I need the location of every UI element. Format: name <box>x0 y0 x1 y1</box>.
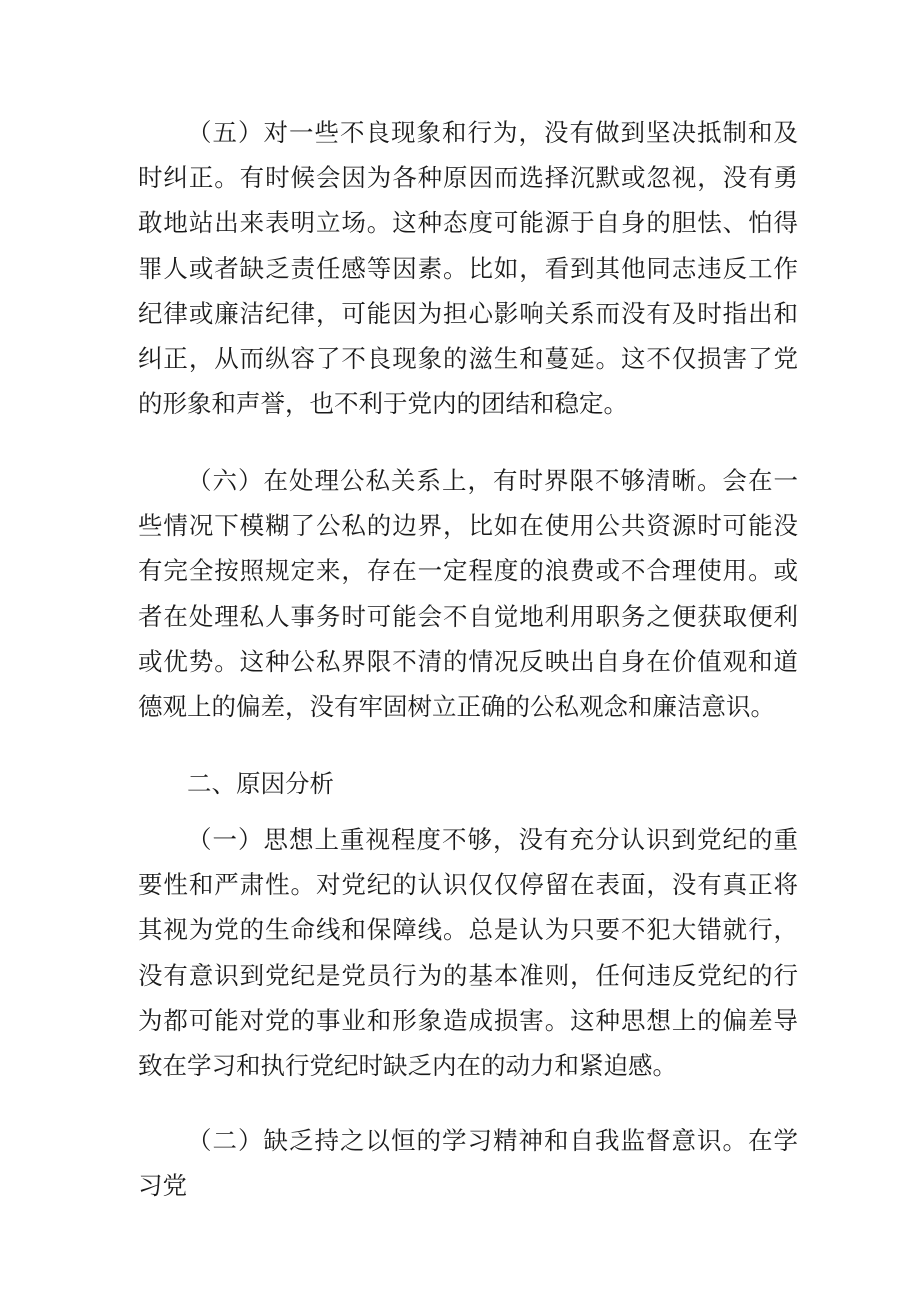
paragraph-item-five: （五）对一些不良现象和行为，没有做到坚决抵制和及时纠正。有时候会因为各种原因而选择沉默或忽视，没有勇敢地站出来表明立场。这种态度可能源于自身的胆怯、怕得罪人或者缺乏责任感等因素。比如，看到其他同志违反工作纪律或廉洁纪律，可能因为担心影响关系而没有及时指出和纠正，从而纵容了不良现象的滋生和蔓延。这不仅损害了党的形象和声誉，也不利于党内的团结和稳定。 <box>138 118 798 419</box>
section-heading-cause-analysis: 二、原因分析 <box>187 769 334 798</box>
paragraph-reason-one: （一）思想上重视程度不够，没有充分认识到党纪的重要性和严肃性。对党纪的认识仅仅停留在表面，没有真正将其视为党的生命线和保障线。总是认为只要不犯大错就行，没有意识到党纪是党员行为的基本准则，任何违反党纪的行为都可能对党的事业和形象造成损害。这种思想上的偏差导致在学习和执行党纪时缺乏内在的动力和紧迫感。 <box>138 825 798 1081</box>
paragraph-item-six: （六）在处理公私关系上，有时界限不够清晰。会在一些情况下模糊了公私的边界，比如在使用公共资源时可能没有完全按照规定来，存在一定程度的浪费或不合理使用。或者在处理私人事务时可能会不自觉地利用职务之便获取便利或优势。这种公私界限不清的情况反映出自身在价值观和道德观上的偏差，没有牢固树立正确的公私观念和廉洁意识。 <box>138 466 798 722</box>
paragraph-reason-two: （二）缺乏持之以恒的学习精神和自我监督意识。在学习党 <box>138 1126 798 1201</box>
